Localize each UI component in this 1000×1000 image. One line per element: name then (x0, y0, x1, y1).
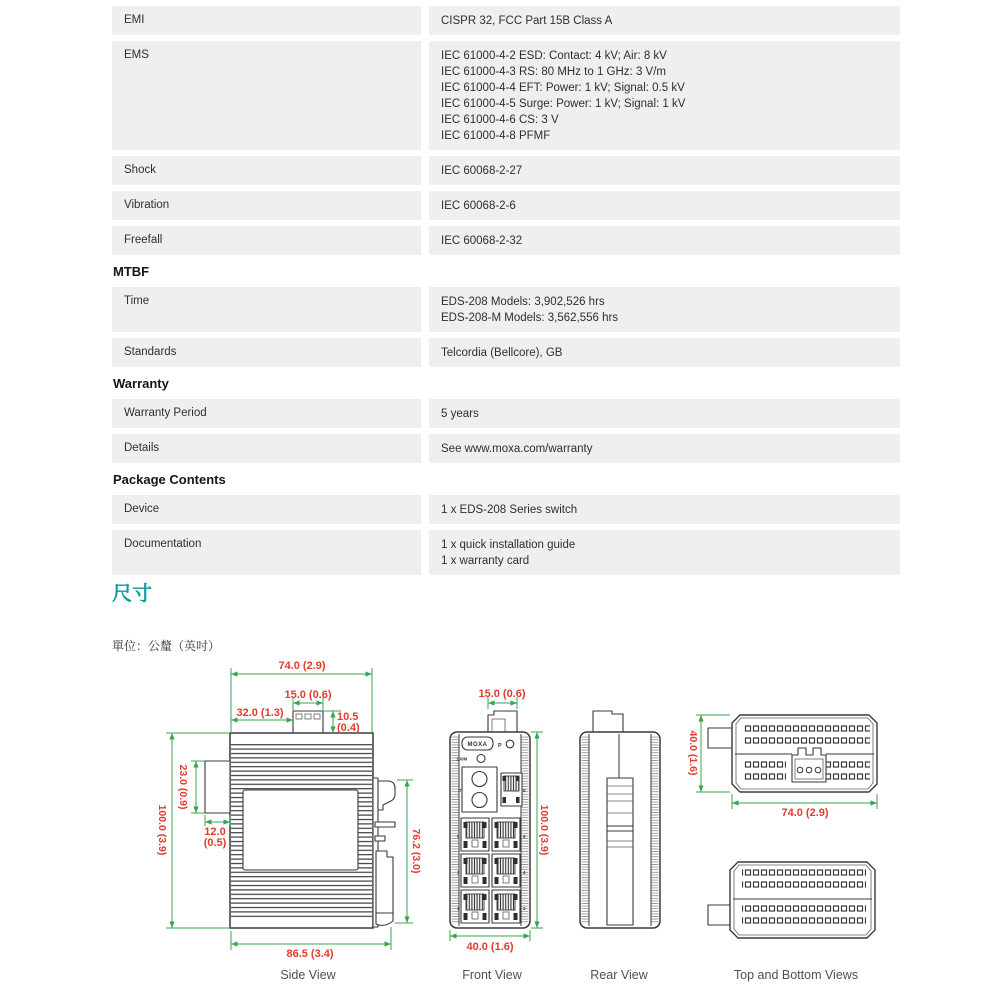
knurled-edge-right (522, 736, 529, 924)
row-label: Device (112, 495, 421, 524)
table-row-shock (112, 156, 900, 185)
wall-mount-tab (205, 761, 230, 813)
rj45-port (461, 818, 489, 851)
value-line: IEC 61000-4-3 RS: 80 MHz to 1 GHz: 3 V/m (441, 66, 666, 78)
unit-note: 單位：公釐（英吋） (112, 639, 221, 653)
dim-label: 15.0 (0.6) (478, 688, 526, 700)
table-row-device (112, 495, 900, 524)
fiber-connector (472, 772, 487, 787)
value-line: 1 x warranty card (441, 555, 530, 567)
dim-label: 32.0 (1.3) (236, 707, 284, 719)
value-line: IEC 61000-4-5 Surge: Power: 1 kV; Signal: 1 kV (441, 98, 686, 110)
din-clip-tab (708, 728, 734, 748)
front-view-drawing (450, 688, 550, 982)
row-label: Shock (112, 156, 421, 185)
din-clip-tab (708, 905, 732, 925)
table-row-emi (112, 6, 900, 35)
vent-holes (826, 758, 870, 780)
value-line: IEC 61000-4-2 ESD: Contact: 4 kV; Air: 8 kV (441, 50, 667, 62)
table-row-ems (112, 41, 900, 150)
din-rail-slot (607, 778, 633, 925)
row-label: EMI (112, 6, 421, 35)
value-line: 1 x EDS-208 Series switch (441, 504, 578, 516)
dim-label: (0.5) (203, 837, 227, 849)
row-value (429, 287, 900, 332)
value-line: EDS-208 Models: 3,902,526 hrs (441, 296, 605, 308)
dim-label: 40.0 (1.6) (466, 941, 514, 953)
vent-holes (742, 866, 866, 888)
port-number: 8 (523, 788, 526, 793)
power-led-label: P (498, 743, 502, 749)
row-value (429, 434, 900, 463)
knurled-edge-left (582, 736, 589, 924)
row-value (429, 399, 900, 428)
dim-label: 15.0 (0.6) (284, 689, 332, 701)
value-line: See www.moxa.com/warranty (441, 443, 593, 455)
view-caption: Front View (462, 968, 522, 982)
row-value (429, 191, 900, 220)
terminal-connector (593, 711, 623, 732)
table-row-details (112, 434, 900, 463)
table-row-time (112, 287, 900, 332)
value-line: IEC 60068-2-32 (441, 235, 523, 247)
view-caption: Top and Bottom Views (733, 968, 859, 982)
value-line: IEC 61000-4-4 EFT: Power: 1 kV; Signal: 0.5 kV (441, 82, 685, 94)
knurled-edge-right (652, 736, 659, 924)
row-label: Freefall (112, 226, 421, 255)
rj45-port-grid (457, 818, 526, 923)
row-label: EMS (112, 41, 421, 150)
bottom-view-drawing (708, 862, 875, 982)
value-line: 5 years (441, 408, 479, 420)
row-value (429, 156, 900, 185)
port-number: 7 (459, 788, 462, 793)
section-header-mtbf: MTBF (113, 264, 150, 279)
row-value (429, 495, 900, 524)
value-line: IEC 61000-4-8 PFMF (441, 130, 551, 142)
table-row-warranty-period (112, 399, 900, 428)
dim-label: 12.0 (204, 826, 226, 838)
moxa-logo-text: MOXA (467, 742, 488, 748)
value-line: IEC 61000-4-6 CS: 3 V (441, 114, 559, 126)
value-line: Telcordia (Bellcore), GB (441, 347, 563, 359)
dim-label: 74.0 (2.9) (781, 807, 829, 819)
value-line: 1 x quick installation guide (441, 539, 576, 551)
row-value (429, 226, 900, 255)
rear-view-drawing (580, 711, 660, 982)
value-line: IEC 60068-2-27 (441, 165, 523, 177)
table-row-freefall (112, 226, 900, 255)
value-line: EDS-208-M Models: 3,562,556 hrs (441, 312, 619, 324)
rj45-port (461, 890, 489, 923)
rj45-port (492, 890, 520, 923)
din-rail-clip (373, 778, 395, 927)
label-window (243, 790, 358, 870)
value-line: CISPR 32, FCC Part 15B Class A (441, 15, 613, 27)
rj45-port (492, 818, 520, 851)
vent-holes (744, 758, 786, 780)
section-header-package: Package Contents (113, 472, 226, 487)
row-value (429, 6, 900, 35)
row-label: Vibration (112, 191, 421, 220)
top-view-drawing (687, 715, 877, 819)
rj45-port-top (501, 773, 522, 806)
port-number: 1 (457, 906, 460, 911)
side-view-drawing (156, 660, 422, 982)
dim-label: 23.0 (0.9) (177, 764, 189, 810)
view-caption: Rear View (590, 968, 648, 982)
vent-holes (742, 901, 866, 925)
dim-label: 40.0 (1.6) (687, 730, 699, 776)
dimensions-title: 尺寸 (112, 583, 152, 605)
port-number: 5 (457, 834, 460, 839)
power-led (506, 740, 514, 748)
spec-table (112, 6, 900, 581)
dim-label: 86.5 (3.4) (286, 948, 334, 960)
port-number: 2 (523, 906, 526, 911)
fiber-connector (472, 793, 487, 808)
port-number: 4 (523, 870, 526, 875)
rj45-port (461, 854, 489, 887)
table-row-vibration (112, 191, 900, 220)
dim-label: 76.2 (3.0) (410, 828, 422, 874)
rj45-port (492, 854, 520, 887)
row-label: Standards (112, 338, 421, 367)
dimension-drawings (0, 650, 1000, 1000)
view-caption: Side View (280, 968, 336, 982)
dim-label: 100.0 (3.9) (156, 804, 168, 856)
value-line: IEC 60068-2-6 (441, 200, 516, 212)
knurled-edge-left (452, 736, 459, 924)
speed-led-label: 100M (456, 756, 468, 762)
port-number: 3 (457, 870, 460, 875)
vent-holes (744, 722, 870, 744)
dim-label: 100.0 (3.9) (538, 804, 550, 856)
row-value (429, 338, 900, 367)
speed-led (477, 755, 485, 763)
row-value (429, 41, 900, 150)
dim-label: (0.4) (337, 722, 360, 734)
row-label: Details (112, 434, 421, 463)
port-number: 6 (523, 834, 526, 839)
row-value (429, 530, 900, 575)
table-row-documentation (112, 530, 900, 575)
row-label: Warranty Period (112, 399, 421, 428)
section-header-warranty: Warranty (113, 376, 169, 391)
row-label: Documentation (112, 530, 421, 575)
dim-label: 74.0 (2.9) (278, 660, 326, 672)
row-label: Time (112, 287, 421, 332)
table-row-standards (112, 338, 900, 367)
dim-label: 10.5 (337, 711, 359, 723)
